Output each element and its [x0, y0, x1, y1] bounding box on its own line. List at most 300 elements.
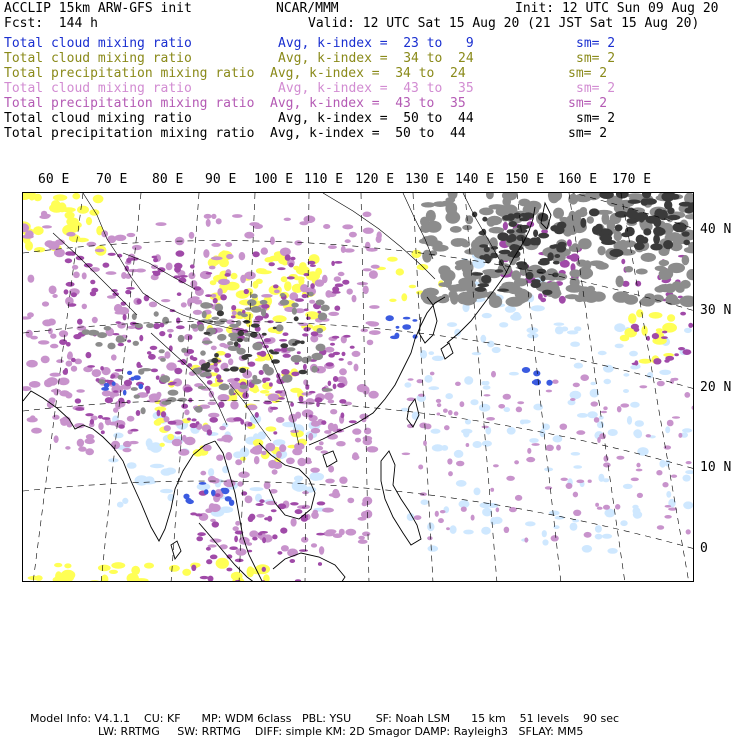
purple-precip [277, 267, 286, 270]
lat-label: 30 N [700, 303, 732, 318]
light-purple-precip [361, 329, 368, 333]
purple-precip [339, 399, 346, 404]
light-purple-precip [498, 404, 505, 409]
purple-precip [100, 366, 104, 370]
light-blue-cloud [429, 351, 435, 355]
dark-gray-cloud [615, 224, 623, 231]
purple-precip [90, 419, 94, 425]
light-purple-precip [448, 471, 453, 476]
light-purple-precip [42, 301, 49, 306]
light-purple-precip [204, 214, 212, 219]
light-blue-cloud [533, 404, 543, 411]
light-purple-precip [45, 240, 55, 247]
purple-precip [235, 559, 244, 563]
dark-gray-cloud [508, 221, 517, 227]
purple-precip [253, 252, 258, 256]
gray-cloud [292, 308, 297, 315]
light-blue-cloud [574, 326, 581, 331]
light-purple-precip [686, 529, 691, 534]
gray-cloud [245, 307, 254, 310]
gray-cloud [569, 245, 581, 252]
light-purple-precip [132, 245, 142, 250]
field-name: Total cloud mixing ratio [4, 111, 192, 126]
gray-cloud [195, 406, 203, 413]
dark-gray-cloud [655, 228, 666, 236]
light-purple-precip [515, 495, 522, 501]
light-purple-precip [437, 413, 441, 416]
gray-cloud [133, 341, 139, 346]
light-blue-cloud [570, 342, 580, 347]
light-purple-precip [30, 336, 38, 340]
light-purple-precip [72, 265, 78, 270]
light-blue-cloud [482, 441, 492, 447]
light-blue-cloud [634, 431, 642, 439]
light-purple-precip [440, 510, 446, 513]
purple-precip [206, 272, 213, 275]
light-purple-precip [595, 503, 599, 507]
gray-cloud [160, 358, 166, 362]
light-purple-precip [127, 233, 136, 237]
dark-gray-cloud [482, 217, 487, 222]
light-purple-precip [156, 392, 161, 398]
dark-gray-cloud [517, 263, 528, 270]
blue-cloud-streak [221, 488, 227, 492]
light-blue-cloud [450, 525, 457, 534]
light-purple-precip [226, 254, 234, 259]
light-blue-cloud [509, 372, 519, 376]
light-purple-precip [26, 360, 38, 368]
purple-precip [264, 338, 271, 342]
light-blue-cloud [492, 517, 502, 524]
light-purple-precip [615, 504, 620, 510]
purple-precip [161, 411, 166, 417]
gray-cloud [421, 202, 435, 207]
gray-cloud [202, 340, 213, 344]
light-purple-precip [657, 525, 664, 530]
gray-cloud [455, 265, 462, 271]
light-blue-cloud [574, 363, 583, 369]
field-sm: sm= 2 [576, 36, 616, 51]
light-purple-precip [367, 340, 374, 346]
dark-gray-cloud [643, 228, 651, 235]
gray-cloud [465, 215, 473, 224]
yellow-cloud [72, 193, 80, 200]
light-blue-cloud [507, 427, 516, 435]
light-purple-precip [311, 428, 320, 434]
gray-cloud [227, 341, 234, 345]
light-purple-precip [279, 444, 286, 452]
light-purple-precip [664, 515, 671, 519]
light-purple-precip [28, 275, 35, 283]
field-name: Total precipitation mixing ratio [4, 96, 255, 111]
yellow-cloud [284, 281, 292, 291]
light-purple-precip [603, 406, 607, 410]
light-blue-cloud [635, 420, 644, 427]
light-blue-cloud [597, 421, 604, 428]
light-blue-cloud [127, 462, 137, 469]
light-purple-precip [491, 371, 496, 378]
blue-cloud-streak [138, 384, 143, 390]
light-purple-precip [358, 517, 367, 521]
light-purple-precip [504, 527, 510, 533]
gray-cloud [252, 342, 262, 350]
purple-precip [285, 254, 291, 260]
purple-precip [661, 336, 668, 339]
purple-precip [191, 418, 196, 421]
purple-precip [189, 335, 193, 340]
forecast-map [22, 192, 694, 582]
light-purple-precip [272, 469, 278, 474]
gray-cloud [261, 308, 266, 316]
gray-cloud [116, 337, 126, 342]
gray-cloud [162, 317, 169, 325]
light-purple-precip [230, 401, 238, 410]
gray-cloud [219, 384, 230, 391]
light-blue-cloud [431, 429, 441, 434]
purple-precip [678, 347, 685, 350]
purple-precip [229, 546, 238, 550]
light-purple-precip [430, 372, 435, 376]
purple-precip [688, 323, 693, 328]
light-blue-cloud [428, 386, 439, 390]
gray-cloud [287, 347, 296, 351]
gray-cloud [317, 328, 324, 333]
light-blue-cloud [542, 530, 547, 537]
light-blue-cloud [629, 351, 638, 357]
dark-gray-cloud [214, 353, 219, 358]
light-purple-precip [247, 405, 258, 411]
light-purple-precip [639, 385, 647, 388]
purple-precip [176, 325, 185, 329]
purple-precip [306, 317, 311, 320]
purple-precip [152, 256, 158, 259]
light-purple-precip [376, 235, 382, 243]
light-purple-precip [78, 446, 86, 451]
light-purple-precip [603, 463, 611, 468]
gray-cloud [655, 266, 666, 271]
purple-precip [147, 351, 152, 355]
light-purple-precip [455, 382, 461, 386]
purple-precip [281, 369, 290, 375]
light-purple-precip [369, 330, 381, 335]
gray-cloud [168, 390, 179, 396]
light-blue-cloud [665, 460, 670, 467]
light-purple-precip [261, 294, 273, 298]
dark-gray-cloud [667, 215, 680, 220]
light-blue-cloud [598, 351, 607, 355]
yellow-cloud [182, 569, 191, 576]
gray-cloud [428, 222, 437, 230]
purple-precip [173, 275, 180, 278]
light-purple-precip [546, 445, 554, 451]
field-name: Total cloud mixing ratio [4, 81, 192, 96]
purple-precip [259, 499, 264, 503]
light-purple-precip [310, 468, 320, 473]
light-purple-precip [286, 458, 295, 465]
field-sm: sm= 2 [576, 51, 616, 66]
light-purple-precip [531, 443, 539, 446]
gray-cloud [135, 323, 143, 328]
light-purple-precip [76, 389, 85, 392]
purple-precip [190, 264, 195, 268]
light-purple-precip [209, 503, 216, 511]
gray-cloud [301, 357, 310, 363]
light-purple-precip [240, 275, 246, 283]
light-purple-precip [427, 536, 432, 540]
gray-cloud [602, 212, 610, 224]
light-purple-precip [206, 219, 211, 227]
light-purple-precip [164, 425, 171, 431]
purple-precip [339, 358, 344, 361]
light-blue-cloud [482, 313, 492, 318]
light-blue-cloud [561, 327, 568, 332]
blue-cloud-streak [412, 319, 417, 322]
light-blue-cloud [665, 426, 670, 433]
gray-cloud [657, 284, 674, 292]
yellow-cloud [315, 268, 322, 276]
dark-gray-cloud [520, 213, 526, 217]
purple-precip [295, 509, 303, 514]
dark-gray-cloud [481, 275, 491, 284]
light-purple-precip [38, 340, 50, 344]
dark-gray-cloud [280, 343, 288, 348]
light-purple-precip [107, 235, 116, 243]
light-purple-precip [552, 380, 558, 384]
light-purple-precip [637, 493, 643, 498]
gray-cloud [584, 260, 592, 270]
yellow-cloud [628, 313, 636, 324]
purple-precip [153, 258, 158, 262]
light-purple-precip [238, 471, 249, 478]
light-blue-cloud [525, 521, 536, 526]
light-blue-cloud [441, 445, 448, 451]
light-purple-precip [82, 272, 87, 279]
gray-cloud [160, 375, 170, 383]
blue-cloud-streak [390, 336, 399, 340]
gray-cloud [141, 407, 146, 414]
light-purple-precip [39, 215, 49, 219]
light-purple-precip [232, 311, 237, 316]
light-purple-precip [631, 478, 639, 482]
gray-cloud [665, 294, 678, 305]
dark-gray-cloud [679, 202, 693, 207]
light-purple-precip [471, 515, 475, 521]
purple-precip [190, 512, 197, 515]
purple-precip [63, 369, 68, 375]
light-blue-cloud [482, 508, 492, 517]
light-purple-precip [249, 530, 258, 537]
purple-precip [216, 374, 221, 380]
gray-cloud [251, 379, 262, 385]
yellow-cloud [389, 299, 396, 302]
light-purple-precip [369, 305, 380, 309]
purple-precip [108, 253, 116, 256]
yellow-cloud [55, 576, 68, 581]
purple-precip [225, 353, 232, 358]
purple-precip [270, 407, 278, 410]
gray-cloud [598, 246, 606, 255]
light-purple-precip [484, 394, 491, 396]
light-purple-precip [308, 433, 313, 441]
model-info-line2: LW: RRTMG SW: RRTMG DIFF: simple KM: 2D Smagor DAMP: Rayleigh3 SFLAY: MM5 [98, 725, 584, 738]
light-purple-precip [368, 391, 378, 399]
light-purple-precip [561, 478, 568, 481]
purple-precip [115, 369, 123, 372]
light-purple-precip [218, 279, 230, 285]
dark-gray-cloud [636, 235, 646, 245]
light-purple-precip [319, 546, 324, 555]
gray-cloud [668, 263, 685, 273]
dark-gray-cloud [211, 358, 218, 363]
purple-precip [634, 360, 638, 365]
light-purple-precip [322, 508, 334, 513]
light-purple-precip [27, 312, 34, 317]
purple-precip [159, 331, 165, 336]
light-blue-cloud [582, 545, 592, 553]
purple-precip [207, 380, 213, 385]
purple-precip [124, 380, 132, 387]
light-purple-precip [233, 526, 239, 531]
light-purple-precip [323, 224, 330, 229]
purple-precip [653, 358, 661, 364]
gray-cloud [575, 209, 588, 217]
purple-precip [342, 280, 349, 285]
purple-precip [318, 562, 322, 566]
blue-cloud-streak [112, 382, 116, 386]
light-blue-cloud [425, 375, 433, 383]
light-blue-cloud [160, 489, 173, 493]
light-purple-precip [419, 423, 428, 429]
purple-precip [334, 306, 340, 311]
lon-label: 110 E [304, 172, 344, 187]
light-purple-precip [52, 294, 57, 298]
dark-gray-cloud [510, 250, 521, 258]
blue-cloud-streak [546, 380, 552, 386]
light-purple-precip [526, 457, 535, 462]
purple-precip [214, 368, 219, 373]
light-purple-precip [281, 545, 289, 551]
purple-precip [118, 343, 124, 347]
purple-precip [130, 429, 138, 432]
light-purple-precip [352, 428, 361, 434]
light-purple-precip [337, 376, 347, 383]
blue-cloud-streak [229, 500, 234, 506]
gray-cloud [587, 216, 594, 224]
light-purple-precip [272, 462, 282, 469]
map-canvas [23, 193, 694, 582]
dark-gray-cloud [223, 368, 230, 371]
lon-label: 80 E [152, 172, 184, 187]
light-purple-precip [225, 242, 232, 247]
yellow-cloud [167, 434, 174, 440]
purple-precip [297, 351, 301, 354]
yellow-cloud [290, 388, 302, 393]
lat-label: 40 N [700, 222, 732, 237]
light-purple-precip [347, 498, 354, 504]
light-blue-cloud [481, 527, 491, 535]
light-purple-precip [556, 445, 561, 451]
light-purple-precip [322, 275, 328, 283]
purple-precip [170, 309, 176, 312]
light-purple-precip [237, 481, 243, 486]
gray-cloud [565, 294, 580, 299]
light-blue-cloud [605, 509, 616, 518]
purple-precip [271, 509, 277, 512]
light-purple-precip [216, 455, 223, 461]
light-purple-precip [516, 407, 522, 413]
gray-cloud [178, 335, 185, 342]
purple-precip [220, 294, 227, 300]
light-purple-precip [524, 537, 528, 542]
light-purple-precip [363, 268, 372, 271]
field-avg: Avg, k-index = 34 to 24 [270, 66, 466, 81]
light-purple-precip [52, 415, 59, 420]
light-purple-precip [447, 458, 452, 464]
light-purple-precip [636, 463, 640, 468]
purple-precip [262, 567, 266, 572]
field-avg: Avg, k-index = 43 to 35 [270, 96, 466, 111]
gray-cloud [99, 379, 106, 384]
light-purple-precip [448, 410, 453, 415]
light-purple-precip [363, 286, 369, 295]
yellow-cloud [98, 565, 111, 572]
light-purple-precip [636, 469, 643, 472]
gray-cloud [625, 266, 634, 272]
yellow-cloud [255, 389, 260, 392]
light-purple-precip [334, 276, 341, 282]
gray-cloud [251, 294, 258, 299]
light-purple-precip [328, 423, 335, 432]
yellow-cloud [58, 202, 67, 212]
gray-cloud [276, 324, 284, 331]
light-purple-precip [106, 271, 117, 275]
light-purple-precip [368, 321, 379, 326]
light-purple-precip [493, 464, 499, 467]
light-purple-precip [302, 491, 309, 494]
light-purple-precip [527, 448, 531, 454]
light-purple-precip [438, 518, 444, 523]
light-purple-precip [437, 403, 441, 407]
light-purple-precip [155, 222, 166, 226]
light-purple-precip [490, 488, 494, 492]
purple-precip [248, 362, 256, 367]
light-purple-precip [276, 451, 282, 458]
gray-cloud [291, 303, 298, 308]
light-blue-cloud [571, 452, 581, 456]
yellow-cloud [77, 206, 89, 214]
lat-label: 10 N [700, 460, 732, 475]
light-purple-precip [54, 388, 59, 395]
yellow-cloud [273, 315, 287, 322]
purple-precip [196, 421, 200, 424]
light-purple-precip [178, 449, 189, 456]
light-purple-precip [65, 446, 70, 450]
dark-gray-cloud [609, 249, 623, 257]
lon-label: 60 E [38, 172, 70, 187]
light-blue-cloud [682, 428, 692, 432]
light-purple-precip [235, 521, 240, 526]
gray-cloud [202, 311, 207, 319]
purple-precip [168, 383, 175, 386]
dark-gray-cloud [234, 341, 239, 346]
purple-precip [337, 383, 345, 388]
dark-gray-cloud [526, 272, 534, 280]
gray-cloud [95, 342, 102, 347]
light-purple-precip [594, 417, 600, 423]
dark-gray-cloud [472, 272, 484, 275]
gray-cloud [450, 226, 462, 233]
light-purple-precip [319, 441, 324, 445]
